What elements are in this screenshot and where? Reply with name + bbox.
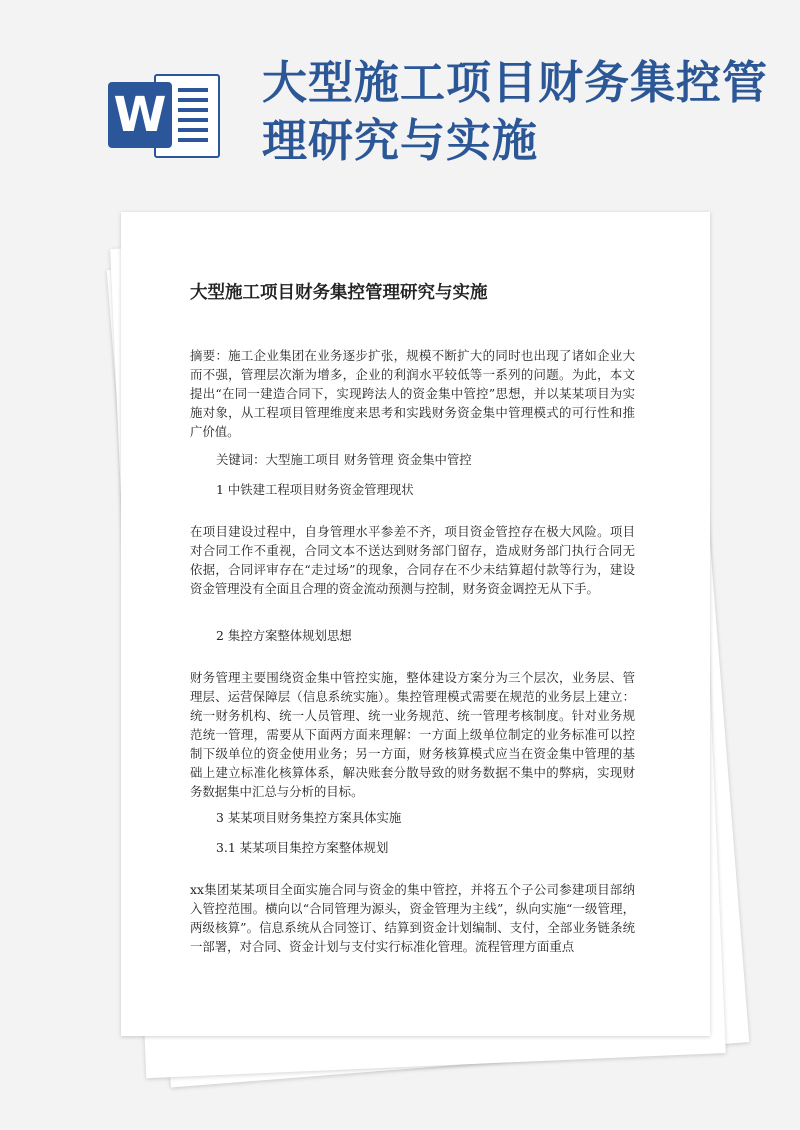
section-2-paragraph: 财务管理主要围绕资金集中管控实施，整体建设方案分为三个层次，业务层、管理层、运营保障层（信息系统实施）。集控管理模式需要在规范的业务层上建立：统一财务机构、统一人员管理、统一业务规范、统一管理考核制度。针对业务规范统一管理，需要从下面两方面来理解：一方面上级单位制定的业务标准可以控制下级单位的资金使用业务；另一方面，财务核算模式应当在资金集中管理的基础上建立标准化核算体系，解决账套分散导致的财务数据不集中的弊病，实现财务数据集中汇总与分析的目标。 xyxy=(190,670,635,799)
section-3-heading: 3 某某项目财务集控方案具体实施 xyxy=(216,810,402,825)
section-1-heading: 1 中铁建工程项目财务资金管理现状 xyxy=(216,482,414,497)
section-3-1-paragraph: xx集团某某项目全面实施合同与资金的集中管控，并将五个子公司参建项目部纳入管控范围。横向以“合同管理为源头，资金管理为主线”，纵向实施“一级管理，两级核算”。信息系统从合同签订、结算到资金计划编制、支付，全部业务链条统一部署，对合同、资金计划与支付实行标准化管理。流程管理方面重点 xyxy=(190,882,635,954)
section-3-1-heading: 3.1 某某项目集控方案整体规划 xyxy=(216,840,389,855)
document-page xyxy=(121,212,710,1036)
abstract-paragraph: 摘要：施工企业集团在业务逐步扩张，规模不断扩大的同时也出现了诸如企业大而不强，管理层次渐为增多，企业的利润水平较低等一系列的问题。为此，本文提出“在同一建造合同下，实现跨法人的资金集中管控”思想，并以某某项目为实施对象，从工程项目管理维度来思考和实践财务资金集中管理模式的可行性和推广价值。 xyxy=(190,348,635,439)
keywords-line: 关键词：大型施工项目 财务管理 资金集中管控 xyxy=(216,452,472,467)
word-w-badge: W xyxy=(108,82,172,148)
page-title: 大型施工项目财务集控管理研究与实施 xyxy=(262,56,769,167)
section-1-paragraph: 在项目建设过程中，自身管理水平参差不齐，项目资金管控存在极大风险。项目对合同工作不重视，合同文本不送达到财务部门留存，造成财务部门执行合同无依据，合同评审存在“走过场”的现象，合同存在不少未结算超付款等行为，建设资金管理没有全面且合理的资金流动预测与控制，财务资金调控无从下手。 xyxy=(190,524,635,596)
word-document-icon xyxy=(108,68,218,160)
document-title: 大型施工项目财务集控管理研究与实施 xyxy=(190,283,488,303)
section-2-heading: 2 集控方案整体规划思想 xyxy=(216,628,352,643)
